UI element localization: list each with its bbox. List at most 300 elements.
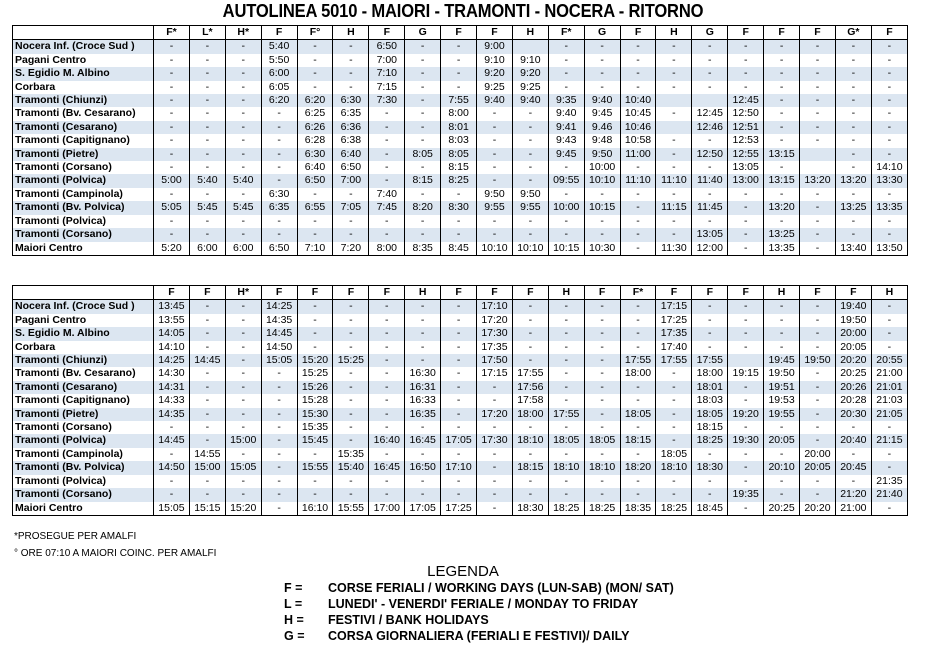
time-cell: -	[656, 381, 692, 394]
table-row	[13, 54, 908, 67]
time-cell: -	[548, 354, 584, 367]
table-row	[13, 161, 908, 174]
time-cell: 18:30	[692, 461, 728, 474]
time-cell: -	[369, 475, 405, 488]
time-cell: 10:58	[620, 134, 656, 147]
time-cell: -	[261, 215, 297, 228]
time-cell: 16:35	[405, 408, 441, 421]
stop-name: Nocera Inf. (Croce Sud )	[13, 300, 154, 314]
time-cell: -	[189, 381, 225, 394]
time-cell: -	[620, 201, 656, 214]
time-cell: -	[620, 314, 656, 327]
time-cell: -	[297, 300, 333, 314]
time-cell: -	[441, 215, 477, 228]
stop-name: Corbara	[13, 81, 154, 94]
time-cell: -	[764, 448, 800, 461]
time-cell: 6:50	[369, 40, 405, 54]
time-cell: -	[225, 81, 261, 94]
time-cell: 15:45	[297, 434, 333, 447]
time-cell: 7:10	[369, 67, 405, 80]
time-cell: -	[548, 40, 584, 54]
stop-name: Maiori Centro	[13, 502, 154, 516]
time-cell: 18:05	[620, 408, 656, 421]
time-cell: -	[692, 314, 728, 327]
time-cell: -	[261, 367, 297, 380]
time-cell: 20:40	[835, 434, 871, 447]
time-cell: -	[297, 228, 333, 241]
time-cell: 12:46	[692, 121, 728, 134]
time-cell: -	[548, 475, 584, 488]
time-cell: 19:20	[728, 408, 764, 421]
time-cell: 5:00	[154, 174, 190, 187]
table-row	[13, 215, 908, 228]
time-cell: -	[189, 367, 225, 380]
time-cell: 8:05	[441, 148, 477, 161]
table-row	[13, 461, 908, 474]
time-cell: -	[548, 228, 584, 241]
time-cell: 14:33	[154, 394, 190, 407]
stop-name: Tramonti (Capitignano)	[13, 134, 154, 147]
time-cell: -	[154, 161, 190, 174]
time-cell: -	[548, 341, 584, 354]
time-cell: -	[728, 81, 764, 94]
table-row	[13, 408, 908, 421]
time-cell: -	[333, 228, 369, 241]
legend-desc: CORSA GIORNALIERA (FERIALI E FESTIVI)/ DAILY	[328, 629, 630, 643]
time-cell: -	[154, 148, 190, 161]
time-cell: -	[692, 81, 728, 94]
time-cell: 11:10	[656, 174, 692, 187]
time-cell: -	[584, 54, 620, 67]
time-cell: -	[800, 421, 836, 434]
time-cell: -	[871, 134, 907, 147]
time-cell: 18:05	[548, 434, 584, 447]
time-cell: -	[656, 188, 692, 201]
time-cell: -	[405, 228, 441, 241]
table-row	[13, 341, 908, 354]
time-cell: 7:05	[333, 201, 369, 214]
time-cell: -	[477, 148, 513, 161]
legend-desc: LUNEDI' - VENERDI' FERIALE / MONDAY TO FRIDAY	[328, 597, 639, 611]
time-cell: -	[154, 81, 190, 94]
time-cell: -	[584, 40, 620, 54]
time-cell: 12:51	[728, 121, 764, 134]
time-cell	[728, 354, 764, 367]
table-row	[13, 107, 908, 120]
time-cell: -	[333, 327, 369, 340]
time-cell: 13:20	[764, 201, 800, 214]
time-cell: -	[871, 107, 907, 120]
time-cell: -	[620, 188, 656, 201]
time-cell: -	[620, 54, 656, 67]
time-cell: -	[764, 54, 800, 67]
time-cell: 17:56	[512, 381, 548, 394]
time-cell: 13:35	[871, 201, 907, 214]
time-cell: -	[189, 134, 225, 147]
time-cell: -	[189, 54, 225, 67]
timetable-afternoon	[12, 285, 908, 516]
time-cell: -	[871, 314, 907, 327]
time-cell: -	[189, 394, 225, 407]
stop-name: Pagani Centro	[13, 54, 154, 67]
time-cell: -	[584, 300, 620, 314]
time-cell: 15:25	[333, 354, 369, 367]
time-cell: -	[871, 148, 907, 161]
time-cell: 15:35	[333, 448, 369, 461]
stop-name: Tramonti (Bv. Cesarano)	[13, 107, 154, 120]
time-cell: 8:30	[441, 201, 477, 214]
time-cell: -	[225, 488, 261, 501]
time-cell: 20:30	[835, 408, 871, 421]
column-header: F	[441, 286, 477, 300]
time-cell: -	[225, 381, 261, 394]
time-cell: -	[620, 327, 656, 340]
time-cell: -	[800, 94, 836, 107]
time-cell: -	[369, 300, 405, 314]
time-cell: 18:10	[548, 461, 584, 474]
time-cell: -	[441, 300, 477, 314]
time-cell: 12:53	[728, 134, 764, 147]
time-cell: -	[584, 475, 620, 488]
time-cell: -	[297, 188, 333, 201]
time-cell: 8:00	[441, 107, 477, 120]
time-cell: -	[656, 161, 692, 174]
stop-name: Tramonti (Polvica)	[13, 434, 154, 447]
time-cell: 21:40	[871, 488, 907, 501]
table-row	[13, 394, 908, 407]
time-cell: 7:40	[369, 188, 405, 201]
time-cell: -	[441, 67, 477, 80]
table-row	[13, 67, 908, 80]
time-cell: 14:25	[261, 300, 297, 314]
time-cell: -	[369, 367, 405, 380]
time-cell: -	[369, 107, 405, 120]
time-cell: 18:00	[692, 367, 728, 380]
time-cell: -	[800, 488, 836, 501]
table-row	[13, 81, 908, 94]
time-cell: -	[656, 134, 692, 147]
time-cell: -	[189, 188, 225, 201]
time-cell: 15:20	[225, 502, 261, 516]
time-cell: -	[728, 421, 764, 434]
time-cell: -	[512, 448, 548, 461]
time-cell: -	[512, 215, 548, 228]
time-cell: -	[477, 215, 513, 228]
time-cell: 18:10	[512, 434, 548, 447]
time-cell: -	[297, 488, 333, 501]
legend-title: LEGENDA	[427, 563, 499, 580]
time-cell: -	[692, 475, 728, 488]
time-cell: 17:30	[477, 327, 513, 340]
time-cell: 18:03	[692, 394, 728, 407]
time-cell: -	[405, 134, 441, 147]
time-cell: -	[512, 300, 548, 314]
time-cell: -	[369, 174, 405, 187]
time-cell: -	[692, 327, 728, 340]
time-cell: -	[512, 314, 548, 327]
time-cell: -	[800, 67, 836, 80]
time-cell: -	[692, 488, 728, 501]
time-cell: -	[189, 434, 225, 447]
time-cell: -	[656, 228, 692, 241]
time-cell: 11:45	[692, 201, 728, 214]
column-header: F	[154, 286, 190, 300]
time-cell: -	[261, 421, 297, 434]
time-cell: -	[477, 461, 513, 474]
time-cell: 10:40	[620, 94, 656, 107]
time-cell: 11:30	[656, 242, 692, 256]
time-cell: -	[548, 215, 584, 228]
header-row	[13, 286, 908, 300]
column-header: G	[692, 26, 728, 40]
time-cell	[656, 94, 692, 107]
stop-name: Tramonti (Corsano)	[13, 228, 154, 241]
time-cell: -	[800, 242, 836, 256]
time-cell: 14:55	[189, 448, 225, 461]
time-cell: 6:00	[261, 67, 297, 80]
time-cell: 20:00	[835, 327, 871, 340]
time-cell: -	[584, 394, 620, 407]
table-row	[13, 314, 908, 327]
time-cell: -	[333, 434, 369, 447]
time-cell: 14:45	[261, 327, 297, 340]
time-cell: -	[369, 134, 405, 147]
stop-name: Tramonti (Corsano)	[13, 488, 154, 501]
time-cell: 16:50	[405, 461, 441, 474]
time-cell: 9:45	[548, 148, 584, 161]
time-cell: -	[548, 367, 584, 380]
time-cell: -	[764, 488, 800, 501]
time-cell: 20:20	[835, 354, 871, 367]
time-cell: -	[764, 327, 800, 340]
time-cell	[656, 121, 692, 134]
table-row	[13, 327, 908, 340]
time-cell: -	[548, 54, 584, 67]
time-cell: -	[261, 394, 297, 407]
time-cell: -	[871, 502, 907, 516]
time-cell: -	[800, 215, 836, 228]
time-cell: 7:15	[369, 81, 405, 94]
time-cell: 9:00	[477, 40, 513, 54]
time-cell: 19:15	[728, 367, 764, 380]
time-cell: -	[441, 367, 477, 380]
time-cell: 9:25	[477, 81, 513, 94]
time-cell: -	[333, 314, 369, 327]
column-header: F	[333, 286, 369, 300]
time-cell: 14:35	[154, 408, 190, 421]
legend-key: L =	[284, 597, 303, 611]
time-cell: -	[369, 421, 405, 434]
time-cell: 8:03	[441, 134, 477, 147]
time-cell: -	[405, 421, 441, 434]
time-cell: -	[620, 488, 656, 501]
column-header: F	[261, 286, 297, 300]
time-cell: -	[405, 161, 441, 174]
table-row	[13, 448, 908, 461]
time-cell: -	[835, 448, 871, 461]
legend-item	[284, 612, 674, 628]
time-cell: 17:10	[477, 300, 513, 314]
time-cell: -	[441, 421, 477, 434]
time-cell: 15:00	[189, 461, 225, 474]
time-cell: 10:15	[548, 242, 584, 256]
time-cell: 19:50	[835, 314, 871, 327]
time-cell: -	[871, 421, 907, 434]
time-cell: -	[225, 408, 261, 421]
time-cell: -	[154, 188, 190, 201]
time-cell: 15:00	[225, 434, 261, 447]
time-cell: 19:51	[764, 381, 800, 394]
time-cell: 18:25	[584, 502, 620, 516]
time-cell: -	[189, 408, 225, 421]
time-cell: -	[441, 354, 477, 367]
time-cell: 9:40	[512, 94, 548, 107]
time-cell: -	[728, 341, 764, 354]
time-cell: -	[441, 448, 477, 461]
time-cell: -	[477, 121, 513, 134]
time-cell: 17:55	[512, 367, 548, 380]
time-cell: 18:15	[620, 434, 656, 447]
time-cell: -	[369, 327, 405, 340]
time-cell: 6:55	[297, 201, 333, 214]
time-cell: 14:31	[154, 381, 190, 394]
stop-name: Tramonti (Capitignano)	[13, 394, 154, 407]
time-cell: 8:15	[405, 174, 441, 187]
time-cell: -	[189, 81, 225, 94]
time-cell: 13:15	[764, 148, 800, 161]
table-row	[13, 228, 908, 241]
time-cell: -	[692, 134, 728, 147]
time-cell: -	[225, 448, 261, 461]
time-cell: 10:10	[477, 242, 513, 256]
time-cell: -	[620, 40, 656, 54]
time-cell: 20:05	[764, 434, 800, 447]
time-cell: 6:50	[333, 161, 369, 174]
time-cell: -	[800, 188, 836, 201]
time-cell: -	[835, 54, 871, 67]
time-cell: 16:40	[369, 434, 405, 447]
stop-name: Tramonti (Pietre)	[13, 148, 154, 161]
time-cell: -	[835, 40, 871, 54]
time-cell: -	[225, 54, 261, 67]
time-cell: -	[512, 341, 548, 354]
column-header: F	[261, 26, 297, 40]
time-cell: 13:20	[800, 174, 836, 187]
time-cell: 11:40	[692, 174, 728, 187]
time-cell: -	[261, 502, 297, 516]
column-header: H	[656, 26, 692, 40]
table-row	[13, 121, 908, 134]
time-cell: -	[548, 161, 584, 174]
column-header: H	[512, 26, 548, 40]
time-cell: 18:20	[620, 461, 656, 474]
time-cell: 13:45	[154, 300, 190, 314]
time-cell: 5:40	[225, 174, 261, 187]
time-cell: -	[620, 67, 656, 80]
time-cell: 8:01	[441, 121, 477, 134]
time-cell: 10:46	[620, 121, 656, 134]
time-cell: -	[584, 421, 620, 434]
column-header: F	[692, 286, 728, 300]
time-cell: 17:25	[441, 502, 477, 516]
time-cell: 17:05	[405, 502, 441, 516]
time-cell: -	[835, 475, 871, 488]
time-cell: -	[800, 54, 836, 67]
time-cell: -	[261, 228, 297, 241]
time-cell: -	[477, 421, 513, 434]
time-cell: 10:00	[548, 201, 584, 214]
time-cell: 17:50	[477, 354, 513, 367]
time-cell: -	[225, 314, 261, 327]
time-cell: -	[441, 488, 477, 501]
time-cell: -	[584, 228, 620, 241]
time-cell: -	[871, 188, 907, 201]
time-cell: 9:10	[512, 54, 548, 67]
time-cell: -	[764, 300, 800, 314]
time-cell: -	[333, 367, 369, 380]
time-cell: -	[405, 81, 441, 94]
time-cell: -	[405, 67, 441, 80]
time-cell: 12:45	[728, 94, 764, 107]
time-cell: -	[441, 81, 477, 94]
time-cell: -	[189, 121, 225, 134]
stop-name: S. Egidio M. Albino	[13, 327, 154, 340]
time-cell: 6:40	[297, 161, 333, 174]
time-cell: 11:10	[620, 174, 656, 187]
stop-name: Tramonti (Corsano)	[13, 421, 154, 434]
time-cell: 6:36	[333, 121, 369, 134]
column-header: F	[369, 286, 405, 300]
time-cell: -	[369, 121, 405, 134]
time-cell: 6:40	[333, 148, 369, 161]
time-cell: 5:45	[189, 201, 225, 214]
time-cell: 9:55	[512, 201, 548, 214]
time-cell: -	[369, 314, 405, 327]
time-cell: -	[441, 381, 477, 394]
table-row	[13, 134, 908, 147]
time-cell: -	[764, 314, 800, 327]
time-cell: -	[261, 488, 297, 501]
time-cell: -	[548, 300, 584, 314]
time-cell: -	[656, 394, 692, 407]
time-cell: 15:26	[297, 381, 333, 394]
time-cell: -	[297, 314, 333, 327]
column-header: F°	[297, 26, 333, 40]
time-cell: 12:45	[692, 107, 728, 120]
time-cell: 6:00	[189, 242, 225, 256]
time-cell: -	[154, 121, 190, 134]
time-cell: 17:15	[656, 300, 692, 314]
stop-name: Tramonti (Polvica)	[13, 215, 154, 228]
time-cell: -	[297, 81, 333, 94]
time-cell: 17:15	[477, 367, 513, 380]
time-cell: -	[441, 54, 477, 67]
time-cell: -	[225, 341, 261, 354]
time-cell: -	[441, 188, 477, 201]
time-cell: -	[405, 188, 441, 201]
time-cell: 12:50	[728, 107, 764, 120]
time-cell: 21:20	[835, 488, 871, 501]
time-cell: -	[620, 448, 656, 461]
time-cell: -	[764, 67, 800, 80]
time-cell: 7:30	[369, 94, 405, 107]
time-cell: 7:20	[333, 242, 369, 256]
time-cell: -	[297, 54, 333, 67]
column-header: G*	[835, 26, 871, 40]
time-cell: -	[548, 81, 584, 94]
footnote-amalfi: *PROSEGUE PER AMALFI	[14, 531, 137, 542]
stop-name: Tramonti (Polvica)	[13, 174, 154, 187]
